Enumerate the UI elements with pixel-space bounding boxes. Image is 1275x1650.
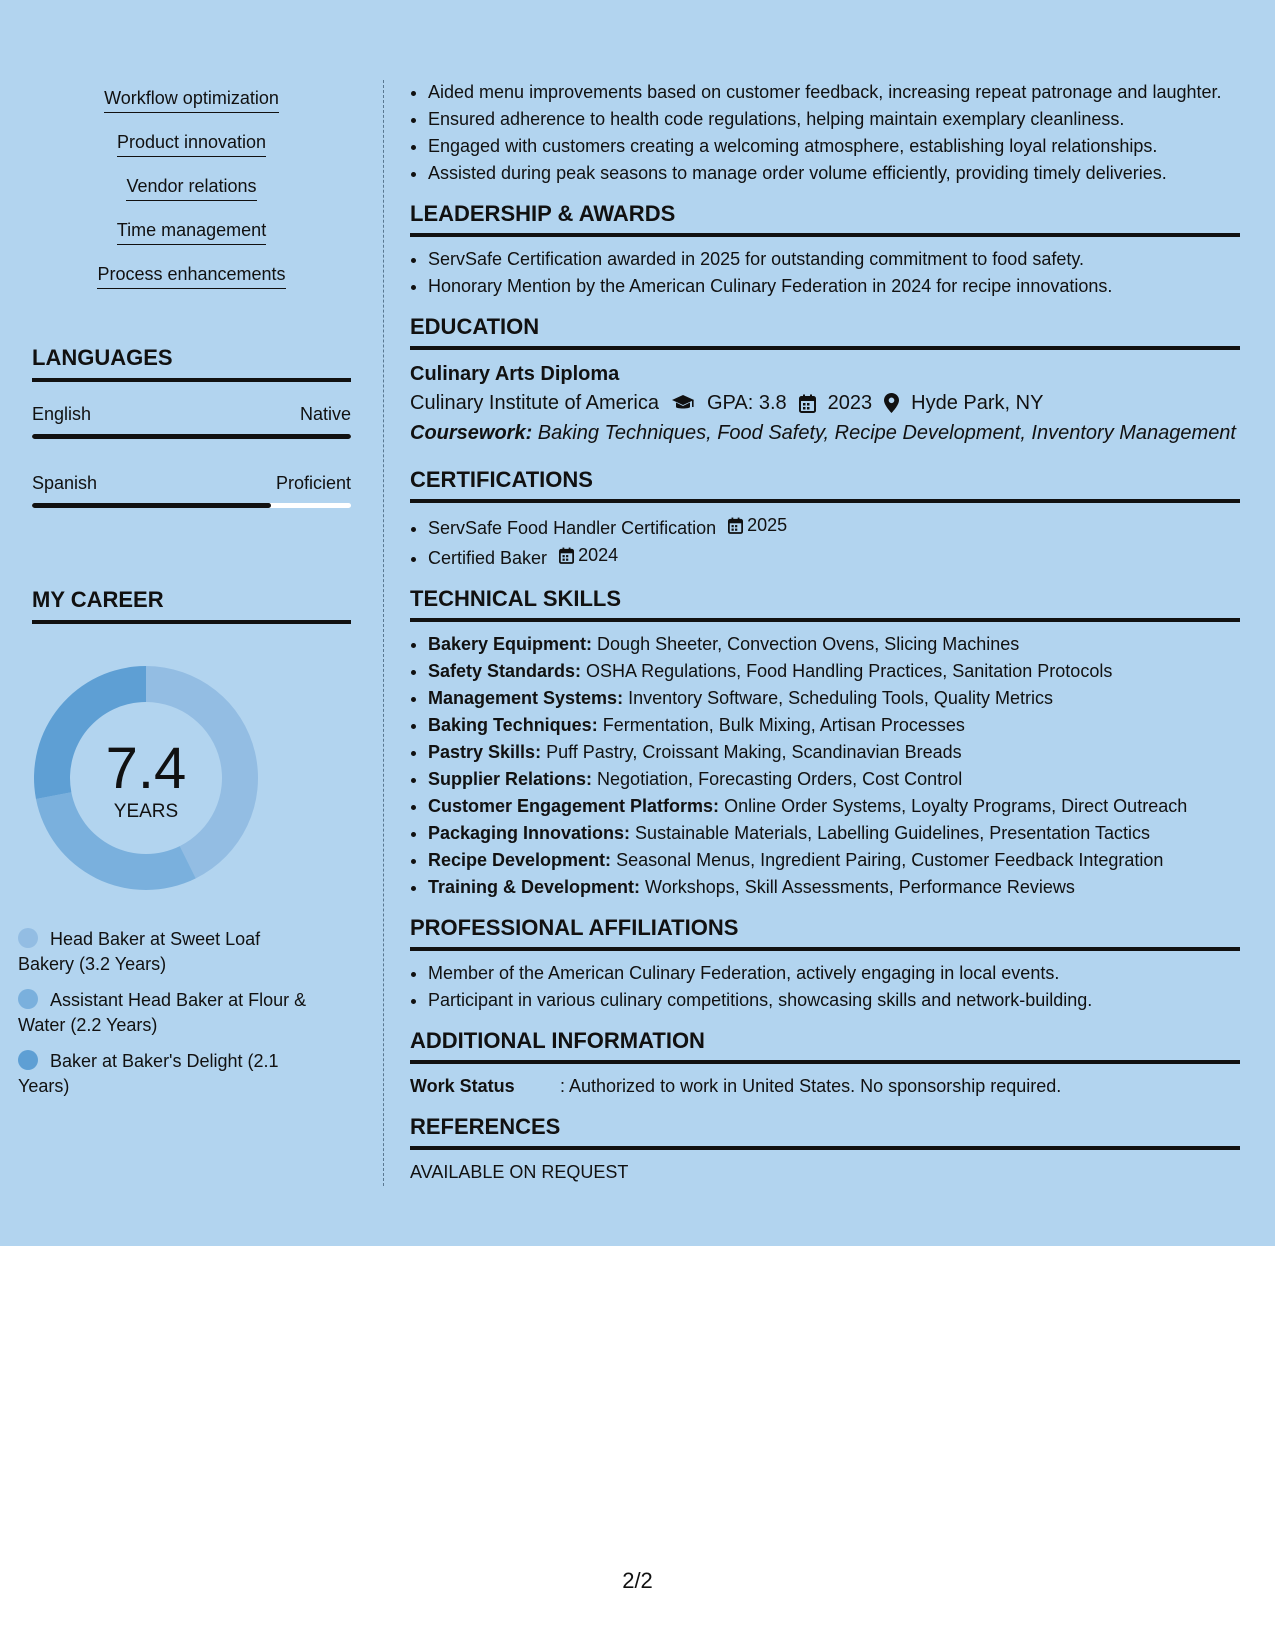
calendar-icon (799, 394, 816, 413)
skill-label: Baking Techniques: (428, 715, 598, 735)
experience-bullet: • Ensured adherence to health code regulations, helping maintain exemplary cleanliness. (428, 107, 1240, 132)
references-section (410, 1113, 1240, 1185)
affiliations-section (410, 914, 1240, 1013)
certification-year: 2025 (747, 515, 788, 535)
legend-item (18, 1049, 308, 1099)
skill-label: Customer Engagement Platforms: (428, 796, 720, 816)
coursework-value: Baking Techniques, Food Safety, Recipe Development, Inventory Management (532, 422, 1236, 444)
references-title: REFERENCES (410, 1113, 1240, 1150)
coursework-label: Coursework: (410, 422, 533, 444)
skill-label: Training & Development: (428, 877, 641, 897)
references-text: AVAILABLE ON REQUEST (410, 1162, 629, 1182)
work-status-label: Work Status (410, 1076, 515, 1096)
skill-value: Inventory Software, Scheduling Tools, Quality Metrics (623, 688, 1053, 708)
language-bar (32, 434, 351, 439)
legend-dot (18, 1050, 38, 1070)
education-year: 2023 (827, 392, 873, 414)
skill-label: Bakery Equipment: (428, 634, 593, 654)
certification-item (428, 513, 1240, 541)
leadership-item: • Honorary Mention by the American Culinary Federation in 2024 for recipe innovations. (428, 274, 1240, 299)
career-legend (18, 927, 308, 1110)
skill-label: Management Systems: (428, 688, 624, 708)
education-title: EDUCATION (410, 313, 1240, 350)
education-section (410, 313, 1240, 448)
skill-value: Seasonal Menus, Ingredient Pairing, Customer Feedback Integration (611, 850, 1164, 870)
skill-value: Sustainable Materials, Labelling Guidelines, Presentation Tactics (630, 823, 1151, 843)
language-name: Spanish (32, 473, 98, 493)
technical-skill-item (428, 767, 1240, 792)
experience-bullet: • Engaged with customers creating a welcoming atmosphere, establishing loyal relationships. (428, 134, 1240, 159)
legend-label: Assistant Head Baker at Flour & Water (2.2 Years) (18, 990, 307, 1035)
language-name: English (32, 404, 92, 424)
skill-tag: Workflow optimization (104, 86, 279, 113)
experience-bullets (410, 80, 1240, 186)
education-coursework (410, 418, 1240, 448)
technical-skill-item (428, 686, 1240, 711)
career-total-value: 7.4 (105, 736, 187, 801)
skill-value: Workshops, Skill Assessments, Performance Reviews (640, 877, 1075, 897)
skills-list (32, 86, 351, 306)
certifications-section (410, 466, 1240, 571)
technical-skill-item (428, 875, 1240, 900)
graduation-cap-icon (671, 394, 695, 412)
skill-label: Packaging Innovations: (428, 823, 631, 843)
work-status-row (410, 1074, 1240, 1099)
career-total-unit: YEARS (113, 801, 179, 822)
technical-skill-item (428, 659, 1240, 684)
language-bar-fill (32, 503, 271, 508)
skill-tag: Time management (117, 218, 266, 245)
language-bar (32, 503, 351, 508)
language-level: Proficient (275, 473, 351, 493)
leadership-title: LEADERSHIP & AWARDS (410, 200, 1240, 237)
technical-skill-item (428, 713, 1240, 738)
skill-value: OSHA Regulations, Food Handling Practices, Sanitation Protocols (581, 661, 1113, 681)
skill-value: Dough Sheeter, Convection Ovens, Slicing Machines (592, 634, 1020, 654)
skill-tag: Product innovation (117, 130, 266, 157)
technical-skill-item (428, 794, 1240, 819)
legend-label: Baker at Baker's Delight (2.1 Years) (18, 1051, 279, 1096)
education-gpa: GPA: 3.8 (707, 392, 787, 414)
donut-center (34, 736, 258, 824)
calendar-icon (728, 517, 743, 534)
certification-name: Certified Baker (428, 548, 548, 568)
education-degree: Culinary Arts Diploma (410, 363, 620, 385)
legend-item (18, 988, 308, 1038)
calendar-icon (559, 547, 574, 564)
additional-info-title: ADDITIONAL INFORMATION (410, 1027, 1240, 1064)
skill-label: Pastry Skills: (428, 742, 542, 762)
skill-label: Recipe Development: (428, 850, 612, 870)
skill-value: Online Order Systems, Loyalty Programs, Direct Outreach (719, 796, 1188, 816)
language-level: Native (299, 404, 351, 424)
certifications-title: CERTIFICATIONS (410, 466, 1240, 503)
affiliation-item: • Participant in various culinary competitions, showcasing skills and network-building. (428, 988, 1240, 1013)
technical-skills-section (410, 585, 1240, 900)
technical-skill-item (428, 821, 1240, 846)
affiliations-title: PROFESSIONAL AFFILIATIONS (410, 914, 1240, 951)
legend-dot (18, 928, 38, 948)
education-location: Hyde Park, NY (911, 392, 1044, 414)
legend-label: Head Baker at Sweet Loaf Bakery (3.2 Years) (18, 929, 261, 974)
technical-skill-item (428, 848, 1240, 873)
legend-item (18, 927, 308, 977)
skill-label: Supplier Relations: (428, 769, 593, 789)
technical-skill-item (428, 632, 1240, 657)
languages-title: LANGUAGES (32, 344, 351, 382)
skill-tag: Process enhancements (97, 262, 285, 289)
column-divider (383, 80, 384, 1186)
technical-skills-title: TECHNICAL SKILLS (410, 585, 1240, 622)
certification-name: ServSafe Food Handler Certification (428, 518, 717, 538)
map-pin-icon (884, 393, 899, 413)
skill-label: Safety Standards: (428, 661, 582, 681)
language-bar-fill (32, 434, 351, 439)
technical-skill-item (428, 740, 1240, 765)
leadership-item: • ServSafe Certification awarded in 2025 for outstanding commitment to food safety. (428, 247, 1240, 272)
education-school: Culinary Institute of America (410, 392, 659, 414)
experience-bullet: • Assisted during peak seasons to manage order volume efficiently, providing timely deliveries. (428, 161, 1240, 186)
affiliation-item: • Member of the American Culinary Federation, actively engaging in local events. (428, 961, 1240, 986)
certification-year: 2024 (578, 545, 619, 565)
work-status-value: : Authorized to work in United States. No sponsorship required. (560, 1076, 1062, 1096)
experience-bullet: • Aided menu improvements based on customer feedback, increasing repeat patronage and laughter. (428, 80, 1240, 105)
additional-info-section (410, 1027, 1240, 1099)
career-donut-chart (34, 666, 258, 890)
career-title: MY CAREER (32, 586, 351, 624)
legend-dot (18, 989, 38, 1009)
skill-value: Fermentation, Bulk Mixing, Artisan Processes (597, 715, 965, 735)
education-meta (410, 388, 1240, 418)
skill-value: Puff Pastry, Croissant Making, Scandinavian Breads (541, 742, 962, 762)
leadership-section (410, 200, 1240, 299)
right-column (410, 80, 1240, 1185)
skill-tag: Vendor relations (126, 174, 256, 201)
skill-value: Negotiation, Forecasting Orders, Cost Control (592, 769, 963, 789)
certification-item (428, 543, 1240, 571)
page-number: 2/2 (622, 1568, 653, 1593)
